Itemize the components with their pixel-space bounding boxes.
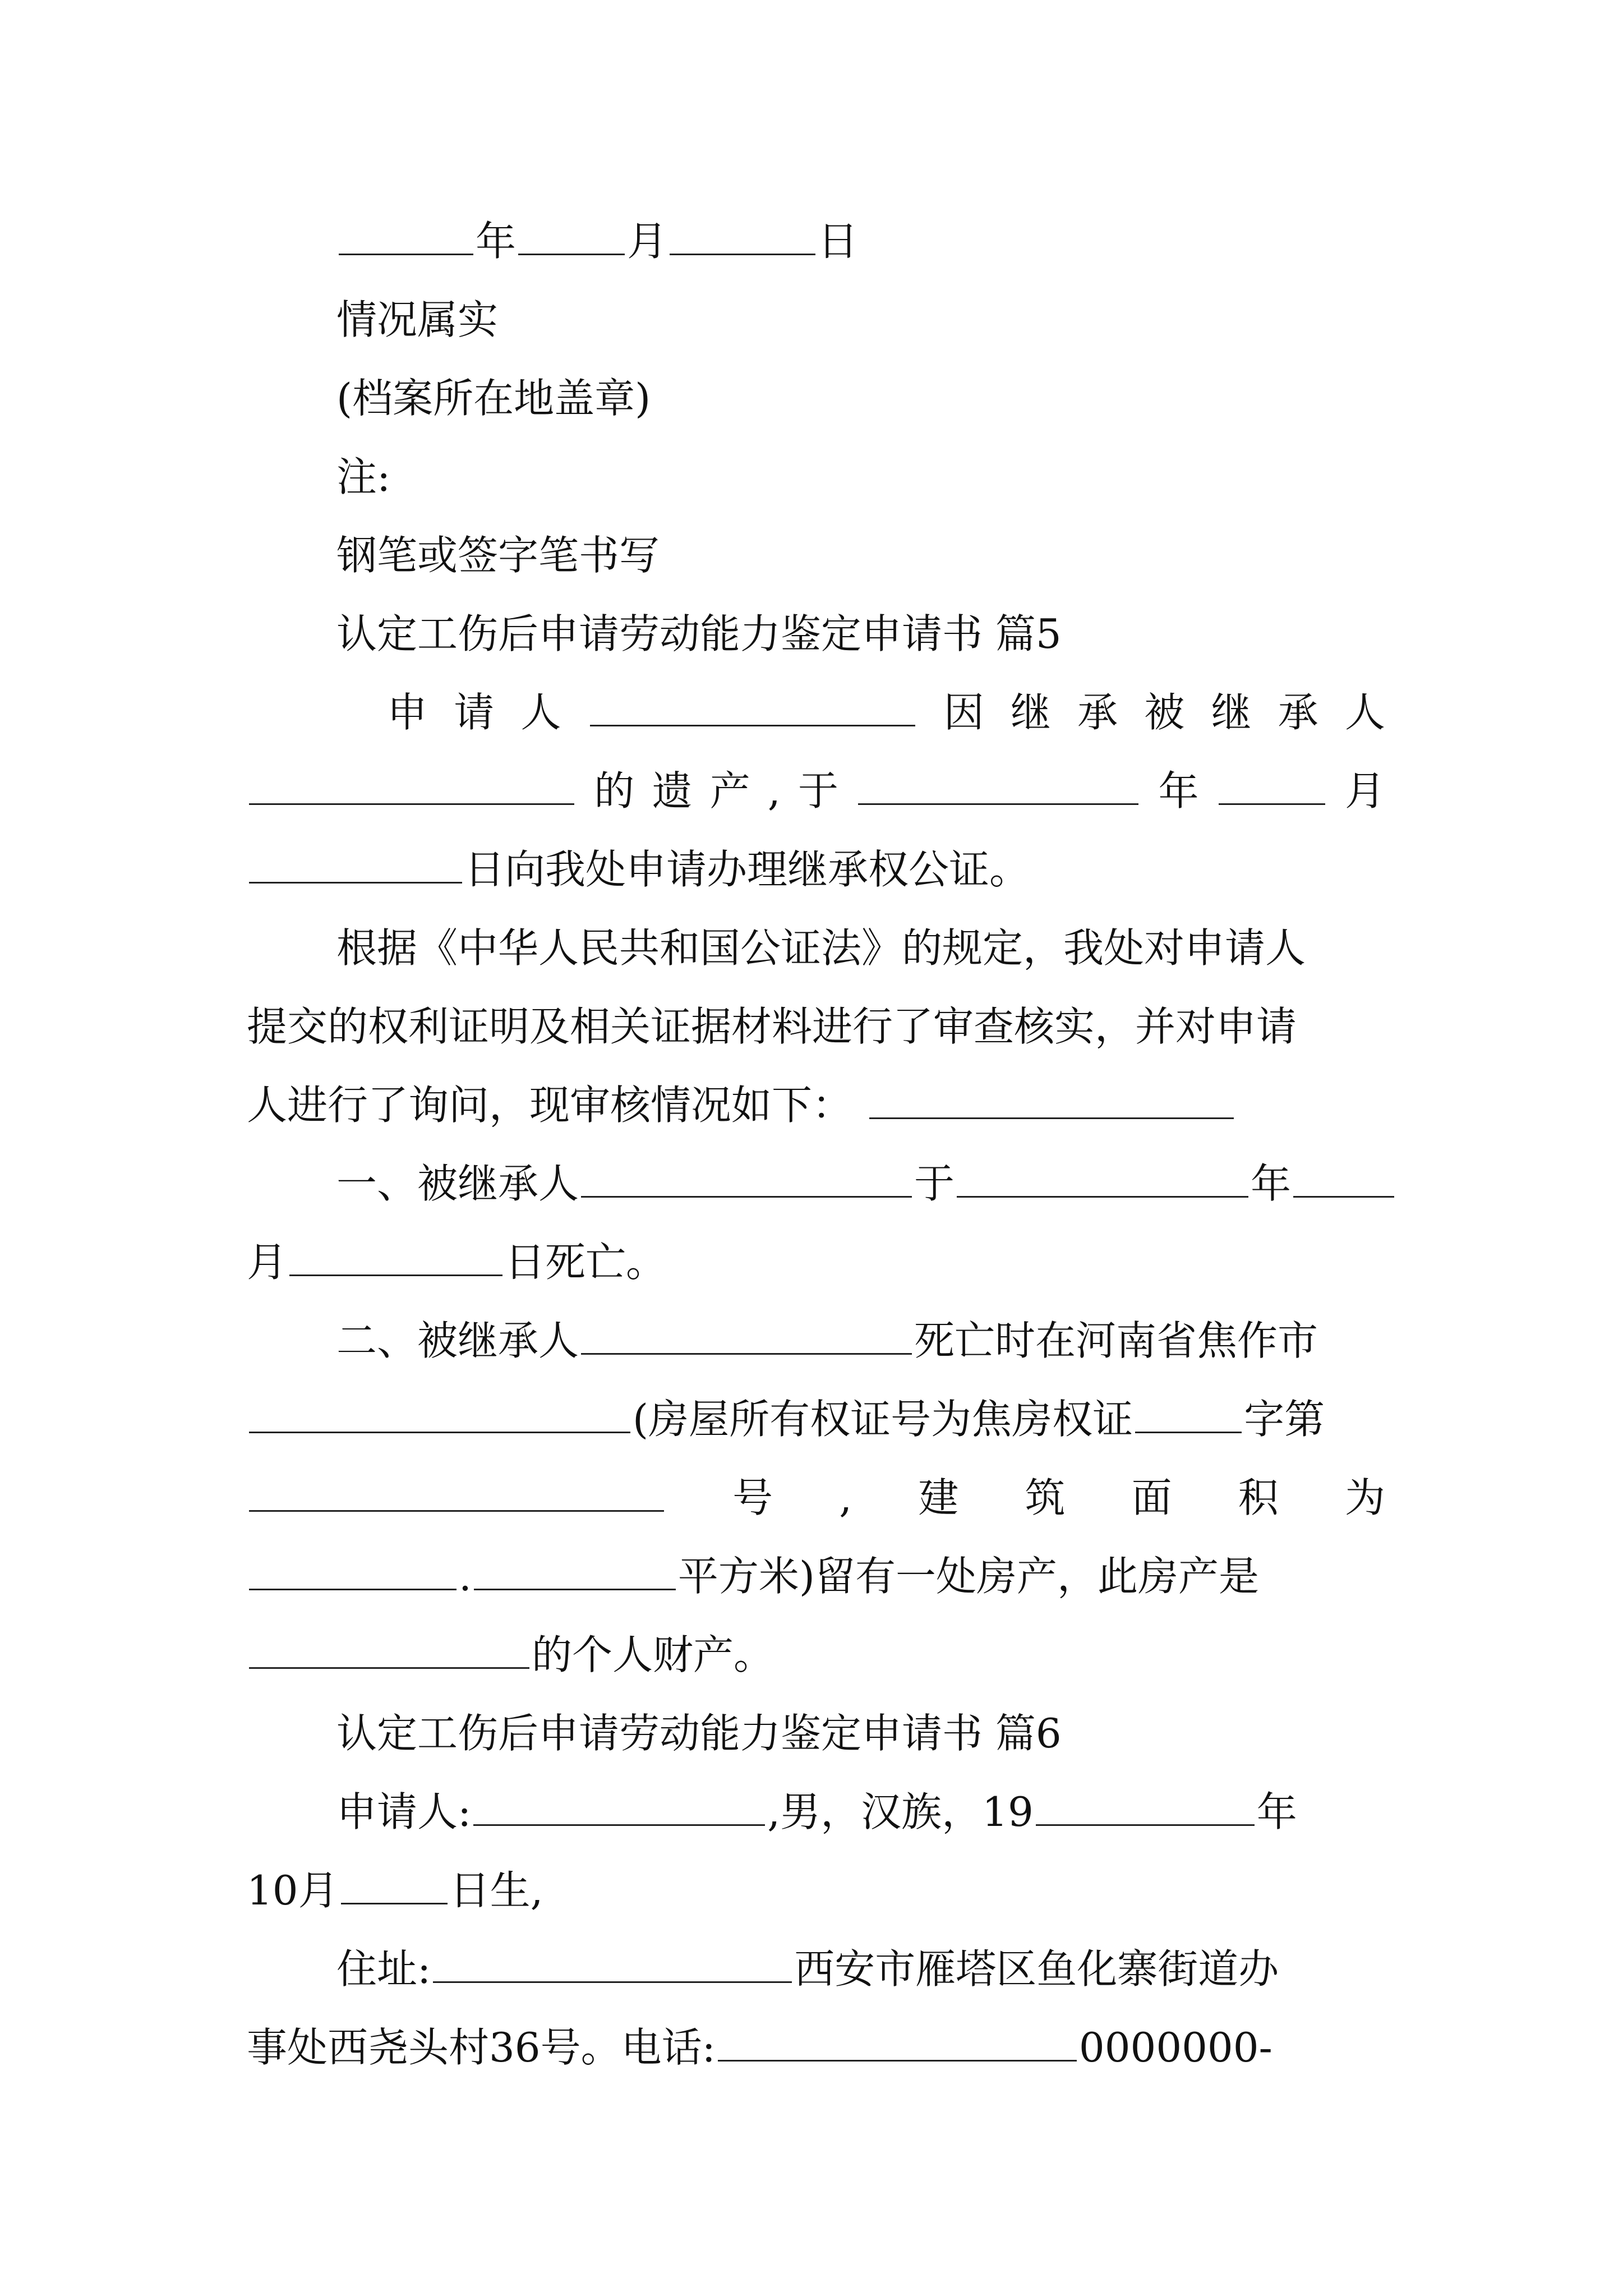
- address-label: 住址:: [336, 1945, 431, 1993]
- birth-month: 10月: [247, 1867, 339, 1914]
- char: 人: [520, 689, 561, 736]
- area-line: [247, 1470, 1385, 1526]
- address-text: 西安市雁塔区鱼化寨街道办: [794, 1945, 1279, 1993]
- char: 承: [1077, 689, 1118, 736]
- applicant-name-blank: [473, 1785, 765, 1826]
- char: 于: [914, 1160, 955, 1207]
- area-int-blank: [249, 1549, 457, 1590]
- cert-text: (房屋所有权证号为焦房权证: [633, 1396, 1133, 1443]
- char: 月: [247, 1239, 288, 1286]
- birth-text: 日生,: [449, 1867, 543, 1914]
- address-blank: [433, 1942, 792, 1983]
- decedent-blank: [249, 764, 574, 805]
- year-blank: [339, 214, 473, 255]
- char: 产: [709, 767, 750, 815]
- address-blank: [249, 1392, 630, 1433]
- personal-property-text: 的个人财产。: [532, 1631, 774, 1678]
- section-title-6: 认定工伤后申请劳动能力鉴定申请书 篇6: [336, 1710, 1062, 1757]
- char: .: [459, 1553, 472, 1600]
- char: 年: [1256, 1788, 1297, 1835]
- paragraph-line: 根据《中华人民共和国公证法》的规定，我处对申请人: [336, 924, 1306, 972]
- inquiry-blank: [869, 1078, 1234, 1119]
- char: 面: [1131, 1474, 1172, 1521]
- char: 年: [1158, 767, 1199, 815]
- char: 的: [594, 767, 635, 815]
- month-blank: [1219, 764, 1325, 805]
- decedent-blank: [581, 1157, 912, 1198]
- char: 继: [1211, 689, 1252, 736]
- char: 筑: [1025, 1474, 1066, 1521]
- applicant-info: ,男，汉族，19: [767, 1788, 1034, 1835]
- char: 字第: [1244, 1396, 1325, 1443]
- char: 于: [798, 767, 839, 815]
- birth-date-line: [247, 1862, 543, 1918]
- situation-true: 情况属实: [336, 296, 499, 343]
- section-title-5: 认定工伤后申请劳动能力鉴定申请书 篇5: [336, 610, 1062, 657]
- birth-year-blank: [1036, 1785, 1255, 1826]
- phone-label: 事处西尧头村36号。电话:: [247, 2024, 716, 2071]
- char: 被: [1144, 689, 1185, 736]
- property-cert-line: [247, 1391, 1325, 1447]
- inquiry-text: 人进行了询问，现审核情况如下：: [247, 1082, 853, 1129]
- char: 为: [1344, 1474, 1385, 1521]
- item-two-label: 二、被继承人: [336, 1317, 579, 1364]
- char: 承: [1278, 689, 1318, 736]
- day-blank: [249, 843, 462, 884]
- month-blank: [1293, 1157, 1394, 1198]
- char: 继: [1010, 689, 1051, 736]
- char: 请: [454, 689, 495, 736]
- applicant-blank: [590, 685, 915, 726]
- item-two-line: [336, 1313, 1318, 1369]
- personal-property-line: [247, 1627, 774, 1683]
- paragraph-line: 提交的权利证明及相关证据材料进行了审查核实，并对申请: [247, 1003, 1297, 1050]
- death-date-line: [247, 1234, 666, 1290]
- phone-blank: [718, 2021, 1077, 2062]
- char: 月: [1344, 767, 1385, 815]
- char: 人: [1344, 689, 1385, 736]
- year-blank: [957, 1157, 1248, 1198]
- death-text: 日死亡。: [505, 1239, 667, 1286]
- cert-word-blank: [1135, 1392, 1242, 1433]
- owner-blank: [249, 1628, 529, 1669]
- applicant-line: [336, 1784, 1297, 1840]
- char: 年: [1251, 1160, 1292, 1207]
- birth-day-blank: [341, 1864, 448, 1904]
- char: 号: [732, 1474, 773, 1521]
- property-text: 平方米)留有一处房产，此房产是: [677, 1553, 1259, 1600]
- year-label: 年: [476, 218, 517, 265]
- cert-number-blank: [249, 1471, 664, 1512]
- pen-note: 钢笔或签字笔书写: [336, 532, 660, 579]
- phone-number: 0000000-: [1078, 2024, 1272, 2071]
- address-line: [336, 1941, 1279, 1997]
- area-dec-blank: [474, 1549, 676, 1590]
- item-one-label: 一、被继承人: [336, 1160, 579, 1207]
- char: ,: [839, 1474, 852, 1521]
- day-label: 日: [818, 218, 859, 265]
- note-label: 注:: [336, 453, 391, 500]
- area-value-line: [247, 1548, 1259, 1604]
- day-blank: [670, 214, 815, 255]
- phone-line: [247, 2019, 1272, 2076]
- applicant-inherit-line: [387, 684, 1385, 740]
- month-label: 月: [627, 218, 668, 265]
- apply-text: 日向我处申请办理继承权公证。: [464, 846, 1030, 893]
- decedent-blank: [581, 1314, 912, 1355]
- item-one-line: [336, 1156, 1396, 1212]
- char: 积: [1238, 1474, 1279, 1521]
- char: ,: [767, 767, 781, 815]
- estate-date-line: [247, 763, 1385, 819]
- apply-line: [247, 841, 1030, 898]
- char: 遗: [652, 767, 693, 815]
- date-line: [336, 213, 858, 269]
- seal-note: (档案所在地盖章): [336, 375, 651, 422]
- year-blank: [858, 764, 1138, 805]
- char: 因: [943, 689, 984, 736]
- char: 建: [918, 1474, 959, 1521]
- char: 申: [387, 689, 428, 736]
- applicant-label: 申请人:: [336, 1788, 472, 1835]
- month-blank: [518, 214, 625, 255]
- day-blank: [289, 1235, 502, 1276]
- inquiry-line: [247, 1077, 1236, 1133]
- location-text: 死亡时在河南省焦作市: [914, 1317, 1318, 1364]
